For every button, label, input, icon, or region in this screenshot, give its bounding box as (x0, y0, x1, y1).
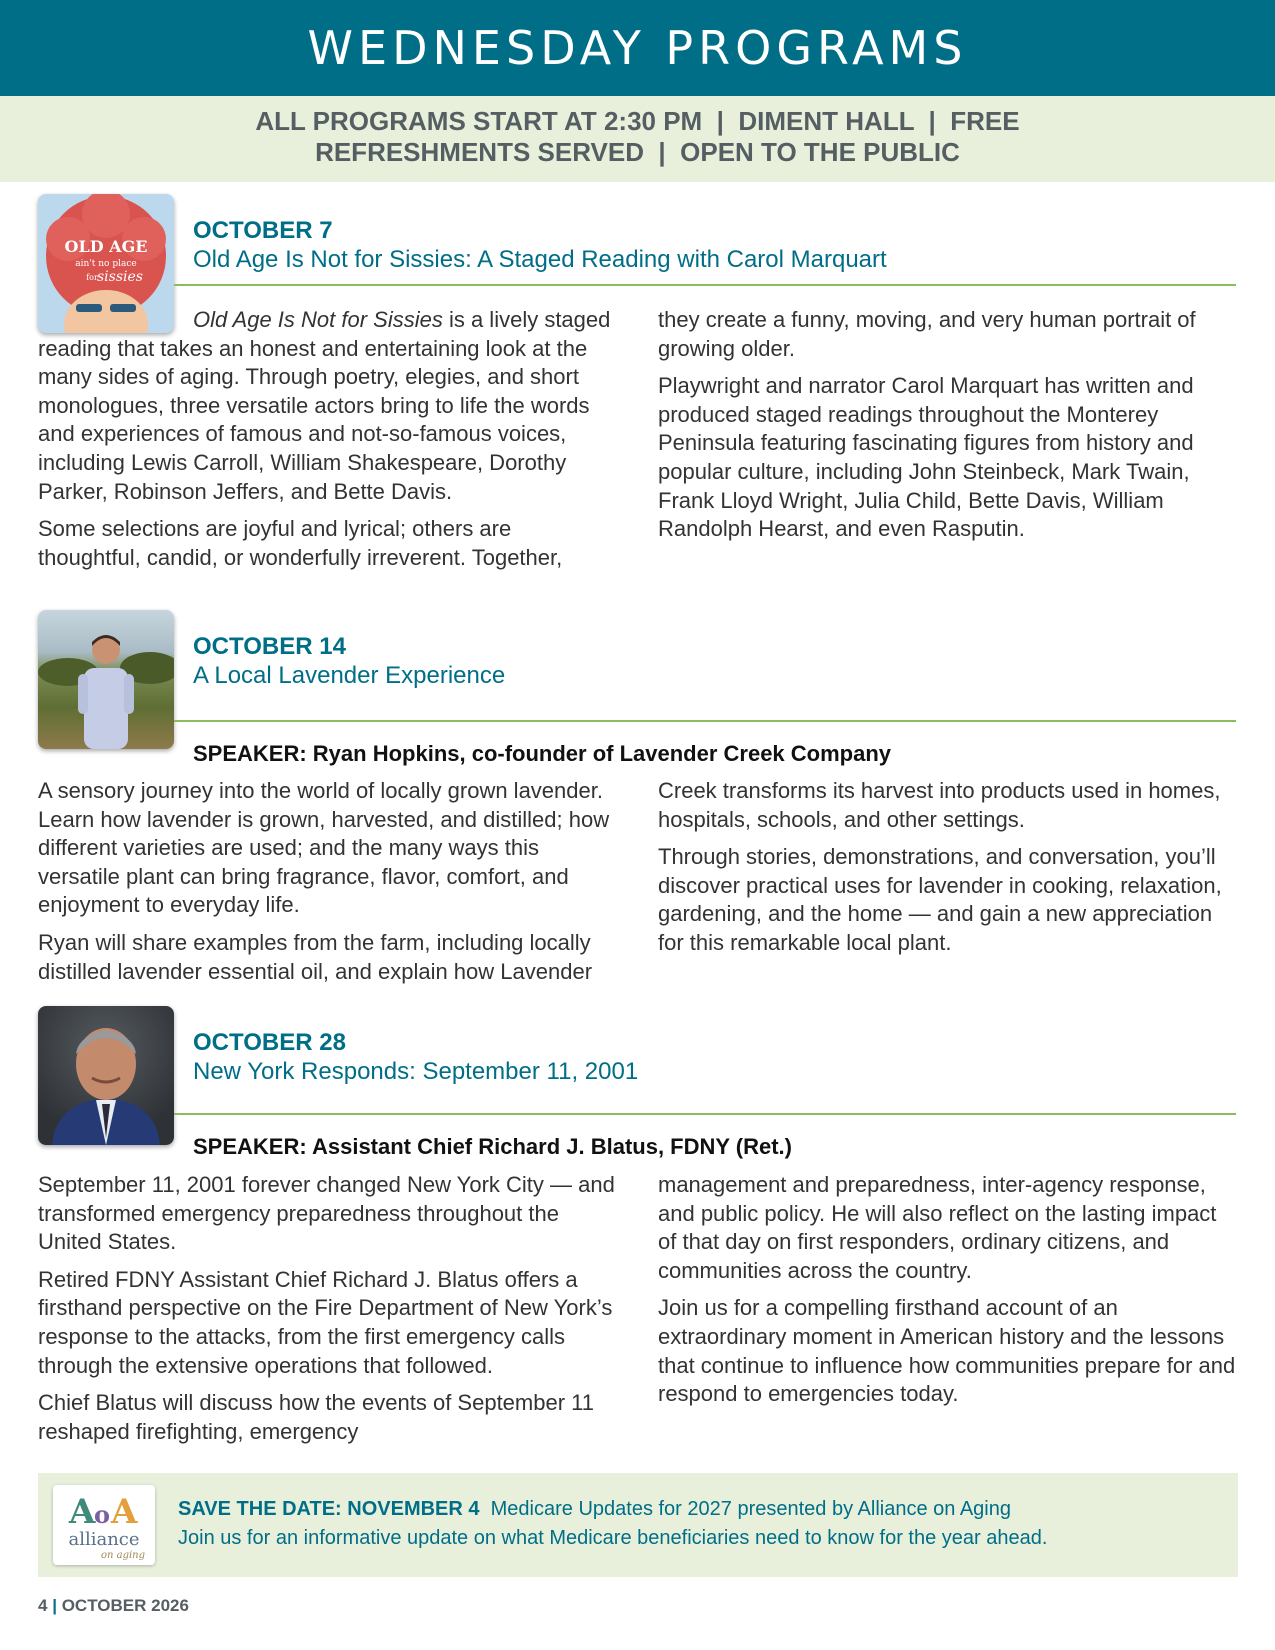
paragraph: A sensory journey into the world of locally grown lavender. Learn how lavender is grown, harvested, and distilled; how different varieties are used; and the many ways this versatile plant can bring fragrance, flavor, comfort, and enjoyment to everyday life. (38, 778, 610, 918)
paragraph: Chief Blatus will discuss how the events of September 11 reshaped firefighting, emergency (38, 1390, 594, 1444)
book-title-italic: Old Age Is Not for Sissies (193, 307, 443, 332)
program-date: OCTOBER 14 (193, 633, 346, 660)
program-text-right (658, 1171, 1238, 1418)
info-line-2: REFRESHMENTS SERVED | OPEN TO THE PUBLIC (315, 137, 960, 167)
page-number: 4 (38, 1596, 48, 1615)
speaker-photo-ryan-hopkins (38, 610, 174, 749)
svg-text:o: o (94, 1500, 111, 1529)
program-date: OCTOBER 28 (193, 1029, 346, 1056)
paragraph: Playwright and narrator Carol Marquart has written and produced staged readings throughout the Monterey Peninsula featuring fascinating figures from history and popular culture, including John Steinbeck, Mark Twain, Frank Lloyd Wright, Julia Child, Bette Davis, William Randolph Hearst, and even Rasputin. (658, 373, 1194, 542)
cover-title-line1: OLD AGE (64, 237, 148, 256)
section-divider (174, 720, 1236, 722)
paragraph: Through stories, demonstrations, and conversation, you’ll discover practical uses for lavender in cooking, relaxation, gardening, and the home — and gain a new appreciation for this remarkable local plant. (658, 844, 1222, 955)
program-text-right (658, 306, 1238, 553)
page-title: WEDNESDAY PROGRAMS (307, 21, 968, 75)
program-heading (193, 216, 887, 274)
paragraph: Join us for a compelling firsthand account of an extraordinary moment in American history and the lessons that continue to influence how communities prepare for and respond to emergencies today. (658, 1295, 1236, 1407)
footer-separator: | (52, 1596, 57, 1615)
save-the-date-label: SAVE THE DATE: NOVEMBER 4 (178, 1498, 480, 1520)
svg-text:A: A (69, 1492, 96, 1532)
paragraph-text: is a lively staged reading that takes an honest and entertaining look at the many sides of aging. Through poetry, elegies, and short monologues, three versatile actors bring to life the words and experiences of famous and not-so-famous voices, including Lewis Carroll, William Shakespeare, Dorothy Parker, Robinson Jeffers, and Bette Davis. (38, 307, 611, 504)
issue-date: OCTOBER 2026 (61, 1596, 189, 1615)
logo-sub: on aging (100, 1550, 146, 1561)
program-text-left (38, 306, 618, 581)
program-title: A Local Lavender Experience (193, 662, 506, 689)
speaker-photo-richard-blatus (38, 1006, 174, 1145)
paragraph (38, 306, 618, 506)
paragraph: Retired FDNY Assistant Chief Richard J. Blatus offers a firsthand perspective on the Fire Department of New York’s response to the attacks, from the first emergency calls through the extensive operations that followed. (38, 1266, 613, 1378)
program-date: OCTOBER 7 (193, 217, 333, 244)
program-speaker: SPEAKER: Ryan Hopkins, co-founder of Lavender Creek Company (193, 741, 892, 766)
cover-title-line4: sissies (97, 269, 143, 285)
cover-title-line2: ain't no place (75, 259, 137, 269)
program-heading (193, 632, 505, 690)
header-banner (0, 0, 1275, 96)
paragraph: they create a funny, moving, and very human portrait of growing older. (658, 307, 1196, 361)
program-text-left (38, 1171, 618, 1455)
paragraph: September 11, 2001 forever changed New York City — and transformed emergency preparedness throughout the United States. (38, 1172, 615, 1255)
speaker-photo-illustration (38, 610, 174, 749)
program-text-left (38, 777, 618, 995)
aoa-logo-graphic (53, 1485, 155, 1565)
program-text-right (658, 777, 1238, 967)
cover-title-line3: for (86, 273, 98, 282)
paragraph: Ryan will share examples from the farm, including locally distilled lavender essential oil, and explain how Lavender (38, 929, 593, 984)
info-bar (0, 96, 1275, 182)
logo-word: alliance (68, 1529, 140, 1550)
save-the-date-text (178, 1495, 1047, 1553)
section-divider (174, 284, 1236, 286)
program-title: New York Responds: September 11, 2001 (193, 1058, 639, 1085)
save-the-date-headline: Medicare Updates for 2027 presented by Alliance on Aging (490, 1498, 1011, 1520)
svg-text:A: A (111, 1492, 138, 1532)
speaker-portrait-illustration (38, 1006, 174, 1145)
paragraph: management and preparedness, inter-agency response, and public policy. He will also reflect on the lasting impact of that day on first responders, ordinary citizens, and communities across the country. (658, 1172, 1217, 1283)
paragraph: Some selections are joyful and lyrical; others are thoughtful, candid, or wonderfully irreverent. Together, (38, 516, 563, 570)
paragraph: Creek transforms its harvest into products used in homes, hospitals, schools, and other settings. (658, 778, 1221, 832)
page-footer (38, 1596, 189, 1616)
alliance-on-aging-logo (53, 1485, 155, 1565)
save-the-date-box (38, 1473, 1238, 1577)
program-heading (193, 1028, 638, 1086)
program-title: Old Age Is Not for Sissies: A Staged Reading with Carol Marquart (193, 246, 887, 273)
program-speaker: SPEAKER: Assistant Chief Richard J. Blatus, FDNY (Ret.) (193, 1134, 792, 1159)
save-the-date-line-1 (178, 1495, 1047, 1524)
save-the-date-body: Join us for an informative update on what Medicare beneficiaries need to know for the year ahead. (178, 1527, 1048, 1549)
info-line-1: ALL PROGRAMS START AT 2:30 PM | DIMENT HALL | FREE (255, 106, 1020, 136)
section-divider (174, 1113, 1236, 1115)
